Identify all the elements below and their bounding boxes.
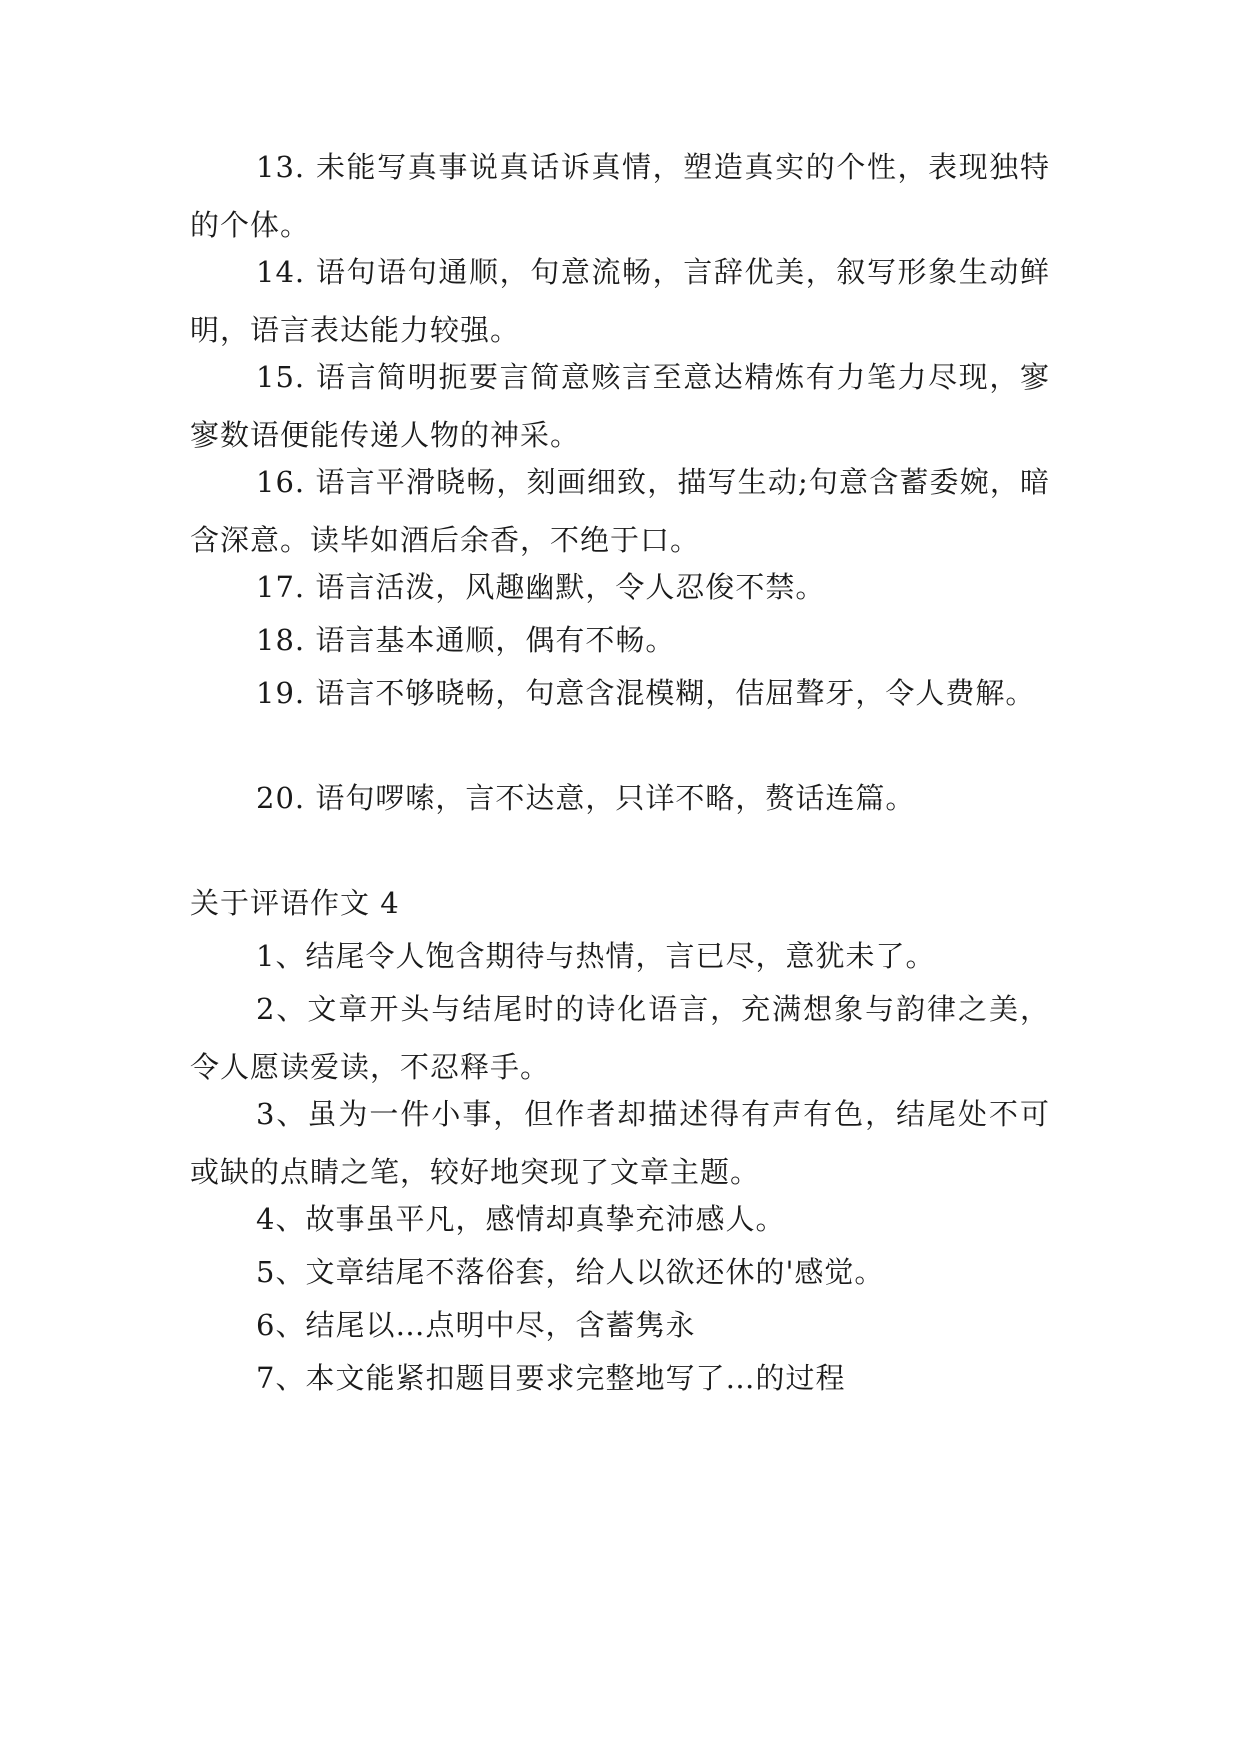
comment-item-15: 15. 语言简明扼要言简意赅言至意达精炼有力笔力尽现，寥寥数语便能传递人物的神采。 — [190, 360, 1050, 452]
comment-item-3: 3、虽为一件小事，但作者却描述得有声有色，结尾处不可或缺的点睛之笔，较好地突现了文章主题。 — [190, 1097, 1050, 1189]
comment-item-1: 1、结尾令人饱含期待与热情，言已尽，意犹未了。 — [256, 939, 936, 973]
comment-item-2: 2、文章开头与结尾时的诗化语言，充满想象与韵律之美，令人愿读爱读，不忍释手。 — [190, 992, 1050, 1084]
comment-item-13: 13. 未能写真事说真话诉真情，塑造真实的个性，表现独特的个体。 — [190, 150, 1050, 242]
comment-item-4: 4、故事虽平凡，感情却真挚充沛感人。 — [256, 1202, 786, 1236]
comment-item-17: 17. 语言活泼，风趣幽默，令人忍俊不禁。 — [256, 570, 826, 604]
section-heading: 关于评语作文 4 — [190, 886, 400, 920]
comment-item-7: 7、本文能紧扣题目要求完整地写了…的过程 — [256, 1361, 846, 1395]
comment-item-5: 5、文章结尾不落俗套，给人以欲还休的'感觉。 — [256, 1255, 885, 1289]
comment-item-14: 14. 语句语句通顺，句意流畅，言辞优美，叙写形象生动鲜明，语言表达能力较强。 — [190, 255, 1050, 347]
comment-item-19: 19. 语言不够晓畅，句意含混模糊，佶屈聱牙，令人费解。 — [256, 676, 1036, 710]
comment-item-16: 16. 语言平滑晓畅，刻画细致，描写生动;句意含蓄委婉，暗含深意。读毕如酒后余香，不绝于口。 — [190, 465, 1050, 557]
comment-item-20: 20. 语句啰嗦，言不达意，只详不略，赘话连篇。 — [256, 781, 916, 815]
comment-item-6: 6、结尾以…点明中尽，含蓄隽永 — [256, 1308, 696, 1342]
comment-item-18: 18. 语言基本通顺，偶有不畅。 — [256, 623, 676, 657]
